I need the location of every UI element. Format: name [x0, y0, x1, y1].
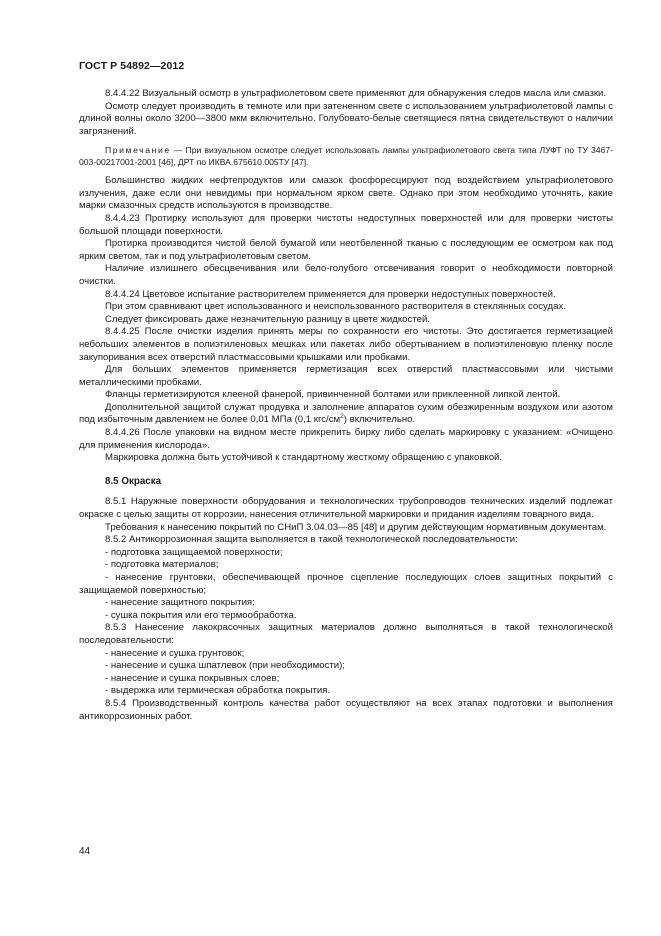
paragraph: Осмотр следует производить в темноте или при затененном свете с использованием ультрафиолетовой лампы с длиной волны около 3200—3800 мкм включительно. Голубовато-белые светящиеся пятна свидетельствуют о наличии загрязнений. [79, 100, 613, 137]
list-item: - нанесение и сушка шпатлевок (при необходимости); [105, 660, 345, 672]
list-item: - нанесение и сушка грунтовок; [105, 647, 245, 659]
paragraph: 8.4.4.26 После упаковки на видном месте прикрепить бирку либо сделать маркировку с указанием: «Очищено для применения кислорода». [79, 427, 613, 451]
list-item: - нанесение и сушка покрывных слоев; [105, 672, 280, 684]
paragraph: Требования к нанесению покрытий по СНиП 3.04.03—85 [48] и другим действующим нормативным документам. [105, 521, 607, 533]
note [79, 145, 613, 168]
paragraph: 8.5.1 Наружные поверхности оборудования и технологических трубопроводов технических изделий подлежат окраске с целью защиты от коррозии, нанесения отличительной маркировки и придания изделиям товарного вида. [79, 496, 613, 521]
section-title: 8.5 Окраска [105, 475, 162, 487]
text-run: ) включительно. [343, 414, 416, 426]
note-label: Примечание [105, 145, 171, 156]
note-text: — При визуальном осмотре следует использовать лампы ультрафиолетового света типа ЛУФТ по ТУ 3467-003-00217001-2001 [46], ДРТ по ИКВА.675610.005ТУ [47]. [79, 145, 613, 167]
list-item: - сушка покрытия или его термообработка. [105, 609, 297, 621]
list-item: - нанесение защитного покрытия; [105, 597, 255, 609]
paragraph: Следует фиксировать даже незначительную разницу в цвете жидкостей. [105, 313, 430, 325]
superscript: 2 [340, 413, 344, 421]
paragraph: 8.5.4 Производственный контроль качества работ осуществляют на всех этапах подготовки и выполнения антикоррозионных работ. [79, 697, 613, 722]
section-body [79, 496, 613, 723]
list-item: - подготовка защищаемой поверхности; [105, 546, 283, 558]
paragraph: 8.4.4.25 После очистки изделия принять меры по сохранности его чистоты. Это достигается герметизацией небольших элементов в полиэтиленовых мешках или пакетах либо обертыванием в полиэтиленовую пленку после закупоривания всех отверстий пластмассовыми крышками или пробками. [79, 326, 613, 363]
paragraph: Маркировка должна быть устойчивой к стандартному жесткому обращению с упаковкой. [105, 452, 503, 464]
list-item: - нанесение грунтовки, обеспечивающей прочное сцепление последующих слоев защитных покрытий с защищаемой поверхностью; [79, 572, 613, 596]
document-body [79, 88, 613, 723]
paragraph: 8.4.4.23 Протирку используют для проверки чистоты недоступных поверхностей или для проверки чистоты большой площади поверхности. [79, 212, 613, 237]
paragraph: Фланцы герметизируются клееной фанерой, привинченной болтами или приклеенной липкой лентой. [105, 389, 561, 401]
paragraph: 8.4.4.24 Цветовое испытание растворителем применяется для проверки недоступных поверхностей. [105, 288, 556, 300]
paragraph: При этом сравнивают цвет использованного и неиспользованного растворителя в стеклянных сосудах. [105, 301, 566, 313]
paragraph: 8.5.3 Нанесение лакокрасочных защитных материалов должно выполняться в такой технологической последовательности: [79, 622, 613, 646]
paragraph: Для больших элементов применяется герметизация всех отверстий пластмассовыми или чистыми металлическими пробками. [79, 364, 613, 388]
page-number: 44 [79, 846, 91, 857]
paragraph: 8.5.2 Антикоррозионная защита выполняется в такой технологической последовательности: [105, 534, 518, 546]
paragraph: Наличие излишнего обесцвечивания или бело-голубого отсвечивания говорит о необходимости повторной очистки. [79, 263, 613, 287]
paragraph [79, 402, 613, 427]
list-item: - выдержка или термическая обработка покрытия. [105, 685, 331, 697]
paragraph: 8.4.4.22 Визуальный осмотр в ультрафиолетовом свете применяют для обнаружения следов масла или смазки. [105, 88, 607, 99]
paragraph: Большинство жидких нефтепродуктов или смазок фосфоресцируют под воздействием ультрафиолетового излучения, даже если они невидимы при нормальном ярком свете. Однако при этом необходимо уточнять, какие марки смазочных средств используются в производстве. [79, 175, 613, 212]
document-header: ГОСТ Р 54892—2012 [79, 60, 185, 72]
list-item: - подготовка материалов; [105, 559, 219, 571]
paragraph: Протирка производится чистой белой бумагой или неотбеленной тканью с последующим ее осмотром как под ярким светом, так и под ультрафиолетовым светом. [79, 238, 613, 262]
text-run: Дополнительной защитой служат продувка и заполнение аппаратов сухим обезжиренным воздухом или азотом под избыточным давлением не более 0,01 МПа (0,1 кгс/см [79, 401, 613, 426]
